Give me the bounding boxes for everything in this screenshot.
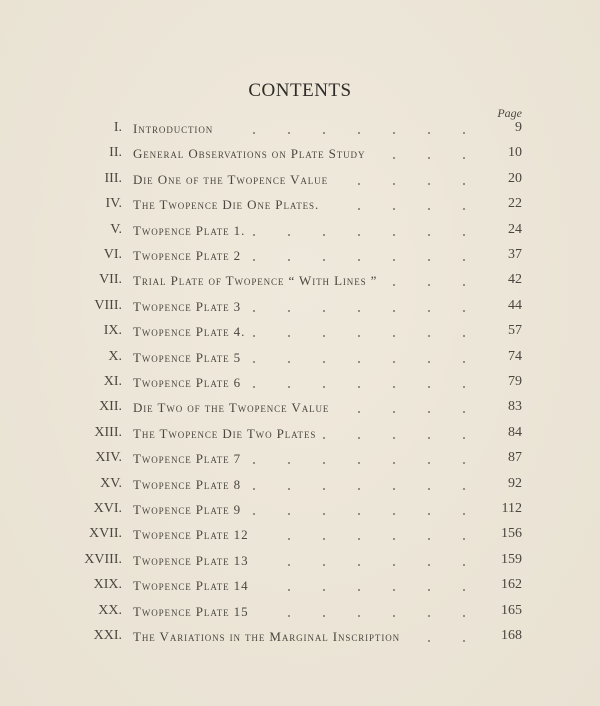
chapter-numeral: IX. [103, 323, 122, 339]
leader-dot [393, 132, 395, 134]
chapter-numeral: XIV. [95, 450, 122, 466]
page-number: 74 [508, 348, 522, 364]
toc-entry [0, 476, 600, 496]
chapter-numeral: V. [110, 221, 122, 237]
leader-dot [393, 361, 395, 363]
leader-dot [323, 132, 325, 134]
leader-dot [428, 437, 430, 439]
leader-dot [428, 411, 430, 413]
chapter-numeral: II. [109, 145, 122, 161]
leader-dot [253, 335, 255, 337]
leader-dot [323, 437, 325, 439]
leader-dot [463, 361, 465, 363]
leader-dot [393, 183, 395, 185]
chapter-title: Twopence Plate 14 [133, 578, 249, 594]
leader-dot [323, 513, 325, 515]
dot-leader [0, 120, 600, 140]
leader-dot [463, 564, 465, 566]
leader-dot [253, 132, 255, 134]
toc-entry [0, 272, 600, 292]
leader-dot [323, 615, 325, 617]
leader-dot [428, 157, 430, 159]
leader-dot [428, 386, 430, 388]
leader-dot [358, 335, 360, 337]
leader-dot [428, 310, 430, 312]
toc-entry [0, 399, 600, 419]
leader-dot [428, 538, 430, 540]
toc-entry [0, 628, 600, 648]
leader-dot [463, 183, 465, 185]
page-number: 57 [508, 323, 522, 339]
leader-dot [463, 462, 465, 464]
leader-dot [323, 259, 325, 261]
chapter-title: Twopence Plate 12 [133, 527, 249, 543]
leader-dot [358, 513, 360, 515]
leader-dot [323, 488, 325, 490]
leader-dot [288, 361, 290, 363]
leader-dot [358, 488, 360, 490]
leader-dot [463, 488, 465, 490]
toc-entry [0, 120, 600, 140]
leader-dot [428, 615, 430, 617]
chapter-title: Twopence Plate 3 [133, 298, 242, 314]
toc-entry [0, 552, 600, 572]
leader-dot [428, 335, 430, 337]
leader-dot [393, 411, 395, 413]
chapter-numeral: I. [113, 120, 122, 135]
leader-dot [323, 462, 325, 464]
leader-dot [288, 589, 290, 591]
chapter-title: Introduction [133, 121, 214, 136]
leader-dot [323, 361, 325, 363]
leader-dot [288, 132, 290, 134]
page-number: 84 [508, 424, 522, 440]
leader-dot [253, 462, 255, 464]
leader-dot [463, 310, 465, 312]
leader-dot [463, 284, 465, 286]
toc-entry [0, 425, 600, 445]
chapter-title: Twopence Plate 5 [133, 349, 242, 365]
leader-dot [288, 513, 290, 515]
page-number: 24 [508, 221, 522, 237]
leader-dot [358, 538, 360, 540]
leader-dot [463, 538, 465, 540]
chapter-numeral: VII. [99, 272, 122, 288]
leader-dot [323, 386, 325, 388]
leader-dot [428, 284, 430, 286]
chapter-title: The Variations in the Marginal Inscription [133, 629, 401, 644]
chapter-numeral: XI. [103, 374, 122, 389]
toc-entry [0, 526, 600, 546]
leader-dot [463, 615, 465, 617]
toc-entry [0, 196, 600, 216]
chapter-title: Twopence Plate 6 [133, 375, 242, 390]
leader-dot [323, 234, 325, 236]
toc-entry [0, 577, 600, 597]
toc-entry [0, 222, 600, 242]
leader-dot [428, 361, 430, 363]
leader-dot [358, 589, 360, 591]
chapter-title: Twopence Plate 2 [133, 248, 242, 263]
page-number: 20 [508, 170, 522, 186]
leader-dot [463, 335, 465, 337]
chapter-numeral: XVI. [93, 501, 122, 516]
chapter-title: Twopence Plate 7 [133, 451, 242, 467]
leader-dot [253, 259, 255, 261]
leader-dot [393, 157, 395, 159]
chapter-title: The Twopence Die Two Plates [133, 425, 317, 441]
toc-entry [0, 450, 600, 470]
leader-dot [463, 157, 465, 159]
leader-dot [463, 513, 465, 515]
chapter-title: Twopence Plate 4. [133, 324, 246, 340]
leader-dot [463, 208, 465, 210]
leader-dot [288, 564, 290, 566]
toc-entry [0, 171, 600, 191]
leader-dot [393, 589, 395, 591]
chapter-title: Twopence Plate 15 [133, 603, 249, 619]
leader-dot [428, 132, 430, 134]
leader-dot [288, 615, 290, 617]
page-number: 112 [501, 501, 522, 516]
toc-entry [0, 323, 600, 343]
leader-dot [428, 564, 430, 566]
page-number: 165 [501, 602, 522, 618]
leader-dot [358, 183, 360, 185]
leader-dot [393, 615, 395, 617]
leader-dot [428, 462, 430, 464]
leader-dot [393, 284, 395, 286]
leader-dot [288, 335, 290, 337]
leader-dot [428, 234, 430, 236]
leader-dot [358, 615, 360, 617]
toc-entry [0, 247, 600, 267]
toc-entry [0, 145, 600, 165]
leader-dot [358, 234, 360, 236]
leader-dot [393, 513, 395, 515]
leader-dot [393, 386, 395, 388]
chapter-numeral: XIII. [94, 424, 122, 440]
leader-dot [428, 513, 430, 515]
leader-dot [463, 640, 465, 642]
page-number: 9 [515, 120, 522, 135]
leader-dot [323, 538, 325, 540]
toc-entry [0, 374, 600, 394]
page-column-label: Page [497, 106, 522, 120]
page-number: 22 [508, 196, 522, 212]
page-number: 37 [508, 247, 522, 262]
chapter-title: Twopence Plate 13 [133, 552, 249, 568]
leader-dot [253, 488, 255, 490]
leader-dot [428, 589, 430, 591]
page-number: 10 [508, 145, 522, 161]
page-number: 156 [501, 526, 522, 542]
leader-dot [463, 386, 465, 388]
chapter-title: Die One of the Twopence Value [133, 171, 328, 187]
page-number: 83 [508, 399, 522, 415]
leader-dot [358, 437, 360, 439]
leader-dot [358, 462, 360, 464]
leader-dot [393, 488, 395, 490]
leader-dot [463, 259, 465, 261]
leader-dot [393, 259, 395, 261]
leader-dot [288, 538, 290, 540]
leader-dot [358, 411, 360, 413]
chapter-title: Twopence Plate 9 [133, 502, 242, 517]
chapter-title: Twopence Plate 1. [133, 222, 246, 238]
leader-dot [358, 259, 360, 261]
chapter-numeral: XII. [99, 399, 122, 415]
leader-dot [358, 208, 360, 210]
leader-dot [288, 310, 290, 312]
chapter-numeral: VI. [103, 247, 122, 262]
leader-dot [358, 386, 360, 388]
leader-dot [253, 386, 255, 388]
page-number: 168 [501, 628, 522, 643]
leader-dot [393, 538, 395, 540]
chapter-numeral: III. [104, 170, 122, 186]
leader-dot [393, 335, 395, 337]
leader-dot [323, 564, 325, 566]
leader-dot [393, 462, 395, 464]
leader-dot [428, 183, 430, 185]
leader-dot [288, 462, 290, 464]
leader-dot [428, 640, 430, 642]
leader-dot [253, 513, 255, 515]
leader-dot [253, 234, 255, 236]
leader-dot [393, 208, 395, 210]
leader-dot [358, 564, 360, 566]
leader-dot [393, 234, 395, 236]
leader-dot [358, 310, 360, 312]
leader-dot [288, 234, 290, 236]
leader-dot [288, 259, 290, 261]
page-number: 87 [508, 450, 522, 466]
chapter-title: The Twopence Die One Plates. [133, 197, 320, 213]
page-number: 42 [508, 272, 522, 288]
chapter-title: Twopence Plate 8 [133, 476, 242, 492]
page-number: 162 [501, 577, 522, 593]
leader-dot [393, 564, 395, 566]
leader-dot [463, 234, 465, 236]
chapter-numeral: XVIII. [84, 551, 122, 567]
leader-dot [428, 259, 430, 261]
chapter-numeral: IV. [105, 196, 122, 212]
leader-dot [288, 386, 290, 388]
leader-dot [393, 310, 395, 312]
chapter-numeral: XIX. [93, 577, 122, 593]
leader-dot [463, 411, 465, 413]
leader-dot [428, 488, 430, 490]
chapter-numeral: XXI. [93, 628, 122, 643]
page-number: 92 [508, 475, 522, 491]
leader-dot [323, 589, 325, 591]
chapter-numeral: XVII. [88, 526, 122, 542]
chapter-numeral: VIII. [94, 297, 122, 313]
leader-dot [253, 310, 255, 312]
chapter-title: Trial Plate of Twopence “ With Lines ” [133, 273, 378, 289]
leader-dot [358, 361, 360, 363]
page-number: 79 [508, 374, 522, 389]
chapter-numeral: X. [108, 348, 122, 364]
leader-dot [393, 437, 395, 439]
leader-dot [323, 335, 325, 337]
contents-heading: CONTENTS [248, 80, 352, 101]
toc-entry [0, 349, 600, 369]
leader-dot [358, 132, 360, 134]
leader-dot [463, 589, 465, 591]
leader-dot [323, 310, 325, 312]
leader-dot [253, 361, 255, 363]
leader-dot [288, 488, 290, 490]
page-number: 159 [501, 551, 522, 567]
chapter-numeral: XV. [100, 475, 122, 491]
chapter-numeral: XX. [98, 602, 122, 618]
chapter-title: General Observations on Plate Study [133, 146, 366, 162]
toc-entry [0, 501, 600, 521]
page-number: 44 [508, 297, 522, 313]
chapter-title: Die Two of the Twopence Value [133, 400, 330, 416]
leader-dot [463, 437, 465, 439]
leader-dot [463, 132, 465, 134]
leader-dot [428, 208, 430, 210]
toc-entry [0, 298, 600, 318]
toc-entry [0, 603, 600, 623]
